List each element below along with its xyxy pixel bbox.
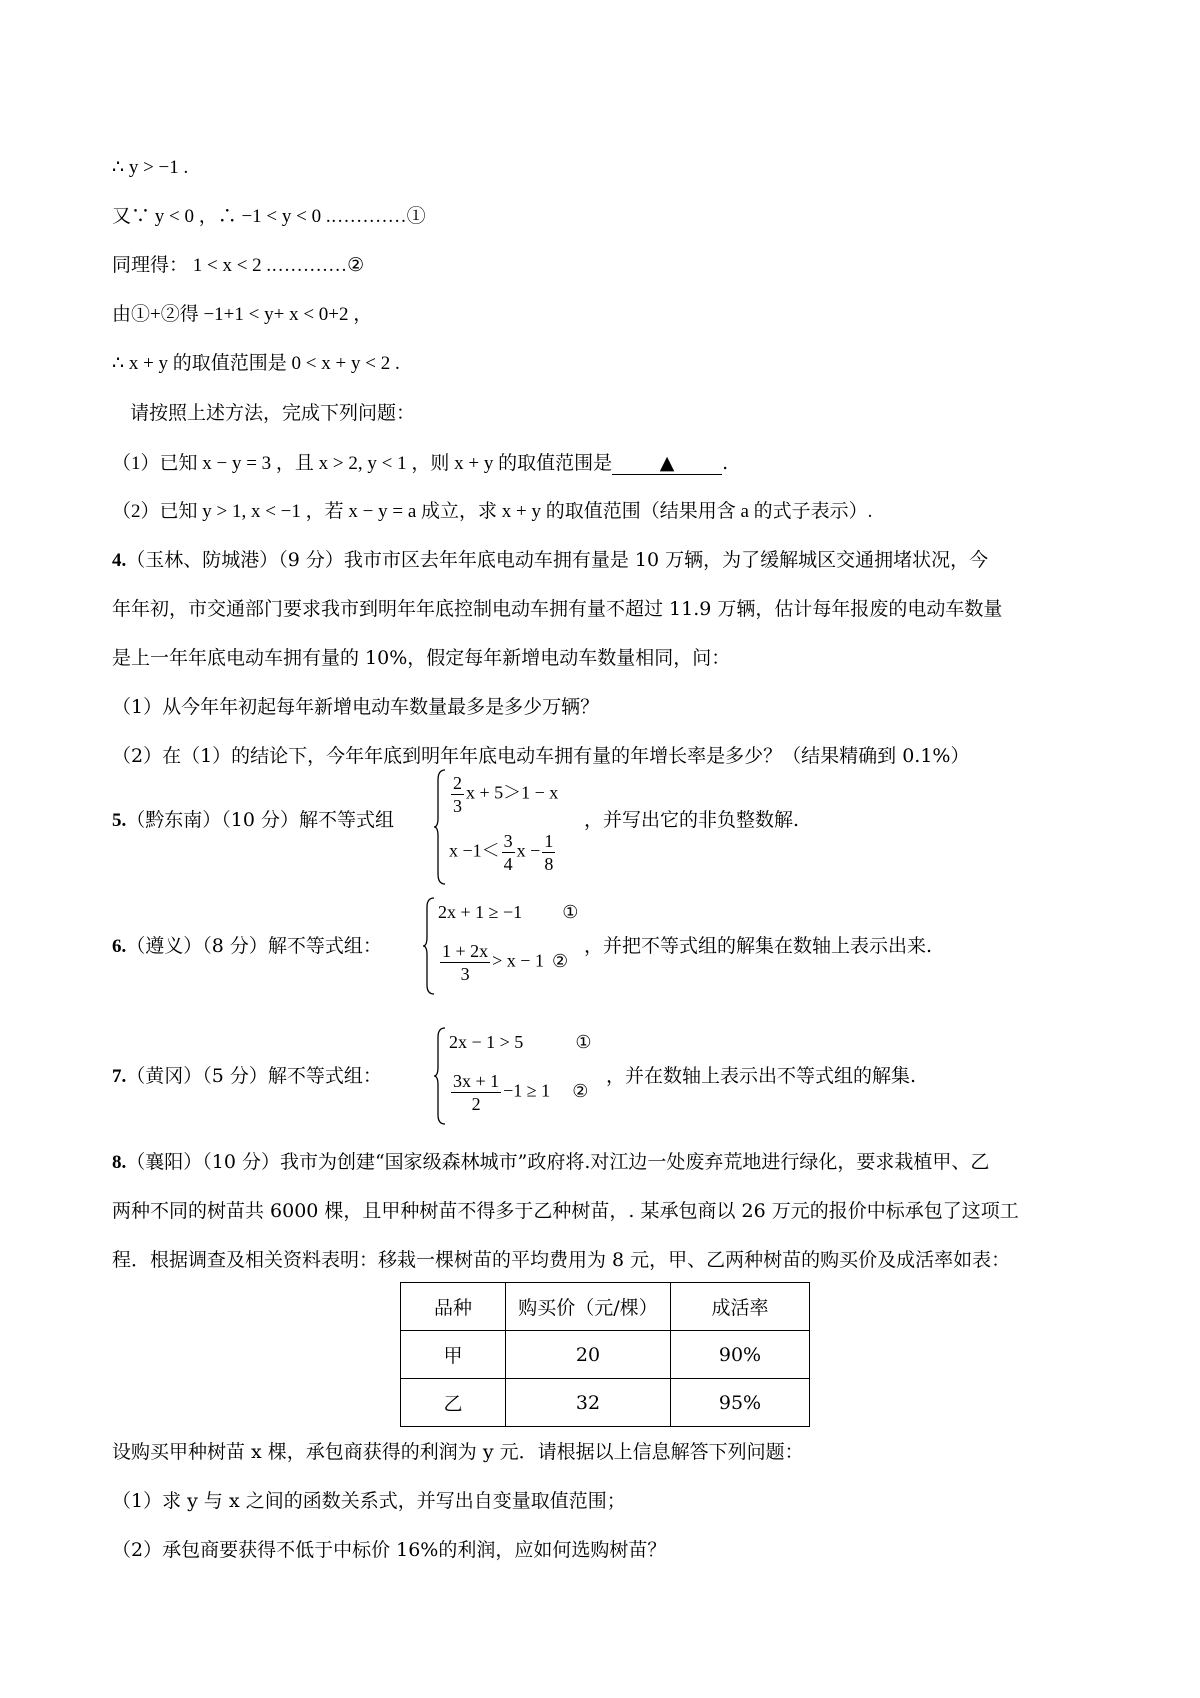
question-6-line: [112, 932, 382, 961]
line-instruction: 请按照上述方法，完成下列问题：: [130, 402, 416, 424]
question-8-line-3: 程．根据调查及相关资料表明：移栽一棵树苗的平均费用为 8 元，甲、乙两种树苗的购买价及成活率如表：: [112, 1249, 1011, 1271]
table-cell: 甲: [401, 1331, 506, 1379]
table-header-cell: 成活率: [671, 1283, 810, 1331]
question-6-number: 6.: [112, 936, 127, 957]
seedling-table: [400, 1282, 810, 1427]
question-4-sub-2: （2）在（1）的结论下，今年年底到明年年底电动车拥有量的年增长率是多少？（结果精确到 0.1%）: [112, 745, 970, 767]
question-6-suffix: ，并把不等式组的解集在数轴上表示出来.: [584, 935, 933, 957]
table-header-row: [401, 1283, 810, 1331]
question-8-number: 8.: [112, 1152, 127, 1173]
question-8-setup: 设购买甲种树苗 x 棵，承包商获得的利润为 y 元．请根据以上信息解答下列问题：: [112, 1441, 804, 1463]
question-4-number: 4.: [112, 550, 127, 571]
table-cell: 20: [506, 1331, 671, 1379]
left-brace-icon: [422, 896, 436, 996]
sub-question-1-end: .: [722, 452, 729, 474]
table-cell: 90%: [671, 1331, 810, 1379]
question-4-line-2: 年年初，市交通部门要求我市到明年年底控制电动车拥有量不超过 11.9 万辆，估计每年报废的电动车数量: [112, 598, 1003, 620]
sub-question-1: [112, 449, 728, 478]
table-cell: 32: [506, 1379, 671, 1427]
question-5-suffix: ，并写出它的非负整数解.: [584, 809, 800, 831]
sub-question-1-text: （1）已知 x − y = 3 ，且 x > 2, y < 1 ，则 x + y 的取值范围是: [112, 453, 613, 474]
question-6-prefix: （遵义）（8 分）解不等式组：: [126, 935, 382, 957]
question-5-line: [112, 806, 394, 835]
sub-question-2: （2）已知 y > 1, x < −1 ，若 x − y = a 成立，求 x + y 的取值范围（结果用含 a 的式子表示）.: [112, 501, 873, 522]
line-y-gt-neg1: ∴ y > −1 .: [112, 157, 189, 178]
table-row: [401, 1379, 810, 1427]
answer-blank: [612, 452, 722, 475]
question-5-inequality-1: $\frac{2}{3}$ x + 5＞1 − x: [453, 773, 559, 816]
fraction: $\frac{3x + 1}{2}$: [453, 1071, 500, 1114]
question-8-sub-1: （1）求 y 与 x 之间的函数关系式，并写出自变量取值范围；: [112, 1490, 626, 1512]
question-5-number: 5.: [112, 810, 127, 831]
fraction: $\frac{1 + 2x}{3}$: [442, 941, 489, 984]
question-7-system: [433, 1026, 613, 1126]
question-6-inequality-1: 2x + 1 ≥ −1 ①: [438, 902, 579, 923]
circled-1-icon: ①: [562, 902, 579, 923]
fraction: $\frac{1}{8}$: [544, 831, 554, 874]
question-4-text-1: （玉林、防城港）（9 分）我市市区去年年底电动车拥有量是 10 万辆，为了缓解城区交通拥堵状况，今: [126, 549, 989, 571]
question-8-sub-2: （2）承包商要获得不低于中标价 16%的利润，应如何选购树苗？: [112, 1539, 667, 1561]
table-header-cell: 购买价（元/棵）: [506, 1283, 671, 1331]
question-7-suffix: ，并在数轴上表示出不等式组的解集.: [606, 1065, 917, 1087]
question-7-inequality-2: $\frac{3x + 1}{2}$ −1 ≥ 1 ②: [453, 1071, 589, 1114]
left-brace-icon: [433, 768, 447, 886]
question-5-prefix: （黔东南）（10 分）解不等式组: [126, 809, 394, 831]
question-6-system: [422, 896, 602, 996]
question-7-inequality-1: 2x − 1 > 5 ①: [449, 1032, 592, 1053]
circled-2-icon: ②: [551, 950, 569, 972]
circled-2-icon: ②: [572, 1080, 589, 1102]
triangle-icon: ▲: [659, 452, 675, 474]
circled-1-icon: ①: [575, 1032, 592, 1053]
fraction: $\frac{3}{4}$: [503, 831, 513, 874]
question-7-prefix: （黄冈）（5 分）解不等式组：: [126, 1065, 382, 1087]
question-8-line-2: 两种不同的树苗共 6000 棵，且甲种树苗不得多于乙种树苗，. 某承包商以 26 万元的报价中标承包了这项工: [112, 1200, 1019, 1222]
question-8-line-1: [112, 1148, 989, 1177]
left-brace-icon: [433, 1026, 447, 1126]
fraction: $\frac{2}{3}$: [453, 773, 462, 816]
question-8-text-1: （襄阳）（10 分）我市为创建“国家级森林城市”政府将.对江边一处废弃荒地进行绿化，要求栽植甲、乙: [126, 1151, 990, 1173]
question-4-line-1: [112, 546, 988, 575]
question-7-line: [112, 1062, 382, 1091]
question-4-sub-1: （1）从今年年初起每年新增电动车数量最多是多少万辆？: [112, 696, 600, 718]
table-row: [401, 1331, 810, 1379]
table-cell: 95%: [671, 1379, 810, 1427]
question-5-inequality-2: x −1＜ $\frac{3}{4}$ x − $\frac{1}{8}$: [449, 831, 554, 874]
question-7-number: 7.: [112, 1066, 127, 1087]
line-x-range: 同理得： 1 < x < 2 .…………②: [112, 255, 365, 276]
table-cell: 乙: [401, 1379, 506, 1427]
line-sum: 由①+②得 −1+1 < y+ x < 0+2 ，: [112, 304, 373, 325]
line-y-range: 又∵ y < 0 ，∴ −1 < y < 0 .…………①: [112, 206, 426, 227]
question-5-system: [433, 768, 603, 886]
table-header-cell: 品种: [401, 1283, 506, 1331]
question-6-inequality-2: $\frac{1 + 2x}{3}$ > x − 1 ②: [442, 941, 569, 984]
line-conclusion: ∴ x + y 的取值范围是 0 < x + y < 2 .: [112, 353, 400, 374]
question-4-line-3: 是上一年年底电动车拥有量的 10%，假定每年新增电动车数量相同，问：: [112, 647, 731, 669]
